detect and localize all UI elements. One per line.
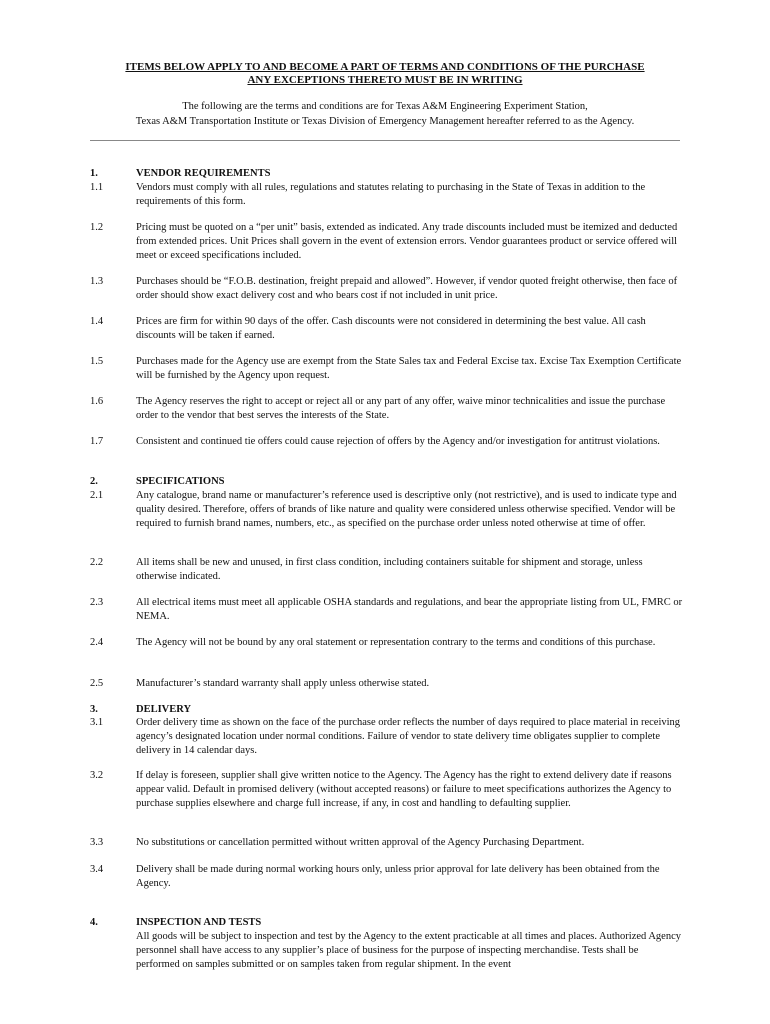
item-1-7-text: Consistent and continued tie offers could cause rejection of offers by the Agency and/or investigation for antitrust violations.	[136, 436, 660, 447]
item-3-4-number: 3.4	[90, 864, 104, 875]
item-1-4-number: 1.4	[90, 316, 104, 327]
item-1-6-number: 1.6	[90, 396, 104, 407]
section-1-title: VENDOR REQUIREMENTS	[136, 168, 271, 179]
item-1-1-number: 1.1	[90, 182, 104, 193]
item-4-text: All goods will be subject to inspection and test by the Agency to the extent practicable at all times and places. Authorized Agency personnel shall have access to any supplier’s place of business for the purpose of inspecting merchandise. Tests shall be performed on samples submitted or on samples taken from regular shipment. In the event	[136, 931, 681, 970]
item-2-3-number: 2.3	[90, 597, 104, 608]
item-1-3-text: Purchases should be “F.O.B. destination, freight prepaid and allowed”. However, if vendor quoted freight otherwise, then face of order should show exact delivery cost and who bears cost if not included in unit price.	[136, 276, 678, 301]
intro-line-2: Texas A&M Transportation Institute or Texas Division of Emergency Management hereafter referred to as the Agency.	[135, 116, 635, 127]
item-2-4-number: 2.4	[90, 637, 104, 648]
item-2-5-number: 2.5	[90, 678, 104, 689]
section-2-number: 2.	[90, 476, 98, 487]
section-2-title: SPECIFICATIONS	[136, 476, 225, 487]
terms-heading-line-2: ANY EXCEPTIONS THERETO MUST BE IN WRITING	[247, 74, 523, 86]
item-1-4-text: Prices are firm for within 90 days of the offer. Cash discounts were not considered in determining the best value. All cash discounts will be taken if earned.	[136, 316, 646, 341]
section-3-title: DELIVERY	[136, 704, 192, 715]
item-2-2-text: All items shall be new and unused, in first class condition, including containers suitable for shipment and storage, unless otherwise indicated.	[136, 557, 643, 582]
item-3-2-text: If delay is foreseen, supplier shall give written notice to the Agency. The Agency has the right to extend delivery date if reasons appear valid. Default in promised delivery (without accepted reasons) or failure to meet specifications authorizes the Agency to purchase supplies elsewhere and charge full increase, if any, in cost and handling to defaulting supplier.	[136, 770, 672, 809]
horizontal-divider	[90, 140, 680, 141]
item-3-3-text: No substitutions or cancellation permitted without written approval of the Agency Purchasing Department.	[136, 837, 585, 848]
item-3-1-number: 3.1	[90, 717, 104, 728]
item-1-2-text: Pricing must be quoted on a “per unit” basis, extended as indicated. Any trade discounts included must be itemized and deducted from extended prices. Unit Prices shall govern in the event of extension errors. Vendor guarantees product or service offered will meet or exceed specifications included.	[136, 222, 678, 261]
item-2-1-text: Any catalogue, brand name or manufacturer’s reference used is descriptive only (not restrictive), and is used to indicate type and quality desired. Therefore, offers of brands of like nature and quality were considered unless otherwise specified. Vendor will be required to furnish brand names, numbers, etc., as specified on the purchase order unless noted otherwise at time of offer.	[136, 490, 677, 529]
item-1-5-text: Purchases made for the Agency use are exempt from the State Sales tax and Federal Excise tax. Excise Tax Exemption Certificate will be furnished by the Agency upon request.	[136, 356, 682, 381]
section-4-title: INSPECTION AND TESTS	[136, 917, 262, 928]
item-2-2-number: 2.2	[90, 557, 104, 568]
item-3-3-number: 3.3	[90, 837, 104, 848]
item-3-4-text: Delivery shall be made during normal working hours only, unless prior approval for late delivery has been obtained from the Agency.	[136, 864, 660, 889]
section-3-number: 3.	[90, 704, 98, 715]
section-4-number: 4.	[90, 917, 98, 928]
item-2-5-text: Manufacturer’s standard warranty shall apply unless otherwise stated.	[136, 678, 430, 689]
item-1-2-number: 1.2	[90, 222, 104, 233]
item-3-1-text: Order delivery time as shown on the face of the purchase order reflects the number of days required to place material in receiving agency’s designated location under normal conditions. Failure of vendor to state delivery time obligates supplier to complete delivery in 14 calendar days.	[136, 717, 681, 756]
intro-line-1: The following are the terms and conditions are for Texas A&M Engineering Experiment Station,	[182, 101, 588, 112]
section-1-number: 1.	[90, 168, 98, 179]
item-1-3-number: 1.3	[90, 276, 104, 287]
item-2-1-number: 2.1	[90, 490, 104, 501]
item-2-3-text: All electrical items must meet all applicable OSHA standards and regulations, and bear the appropriate listing from UL, FMRC or NEMA.	[136, 597, 683, 622]
terms-heading-line-1: ITEMS BELOW APPLY TO AND BECOME A PART OF TERMS AND CONDITIONS OF THE PURCHASE	[125, 61, 645, 73]
item-1-7-number: 1.7	[90, 436, 104, 447]
item-1-1-text: Vendors must comply with all rules, regulations and statutes relating to purchasing in the State of Texas in addition to the requirements of this form.	[136, 182, 646, 207]
item-3-2-number: 3.2	[90, 770, 104, 781]
item-2-4-text: The Agency will not be bound by any oral statement or representation contrary to the terms and conditions of this purchase.	[136, 637, 656, 648]
item-1-5-number: 1.5	[90, 356, 104, 367]
item-1-6-text: The Agency reserves the right to accept or reject all or any part of any offer, waive minor technicalities and issue the purchase order to the vendor that best serves the interests of the State.	[136, 396, 666, 421]
